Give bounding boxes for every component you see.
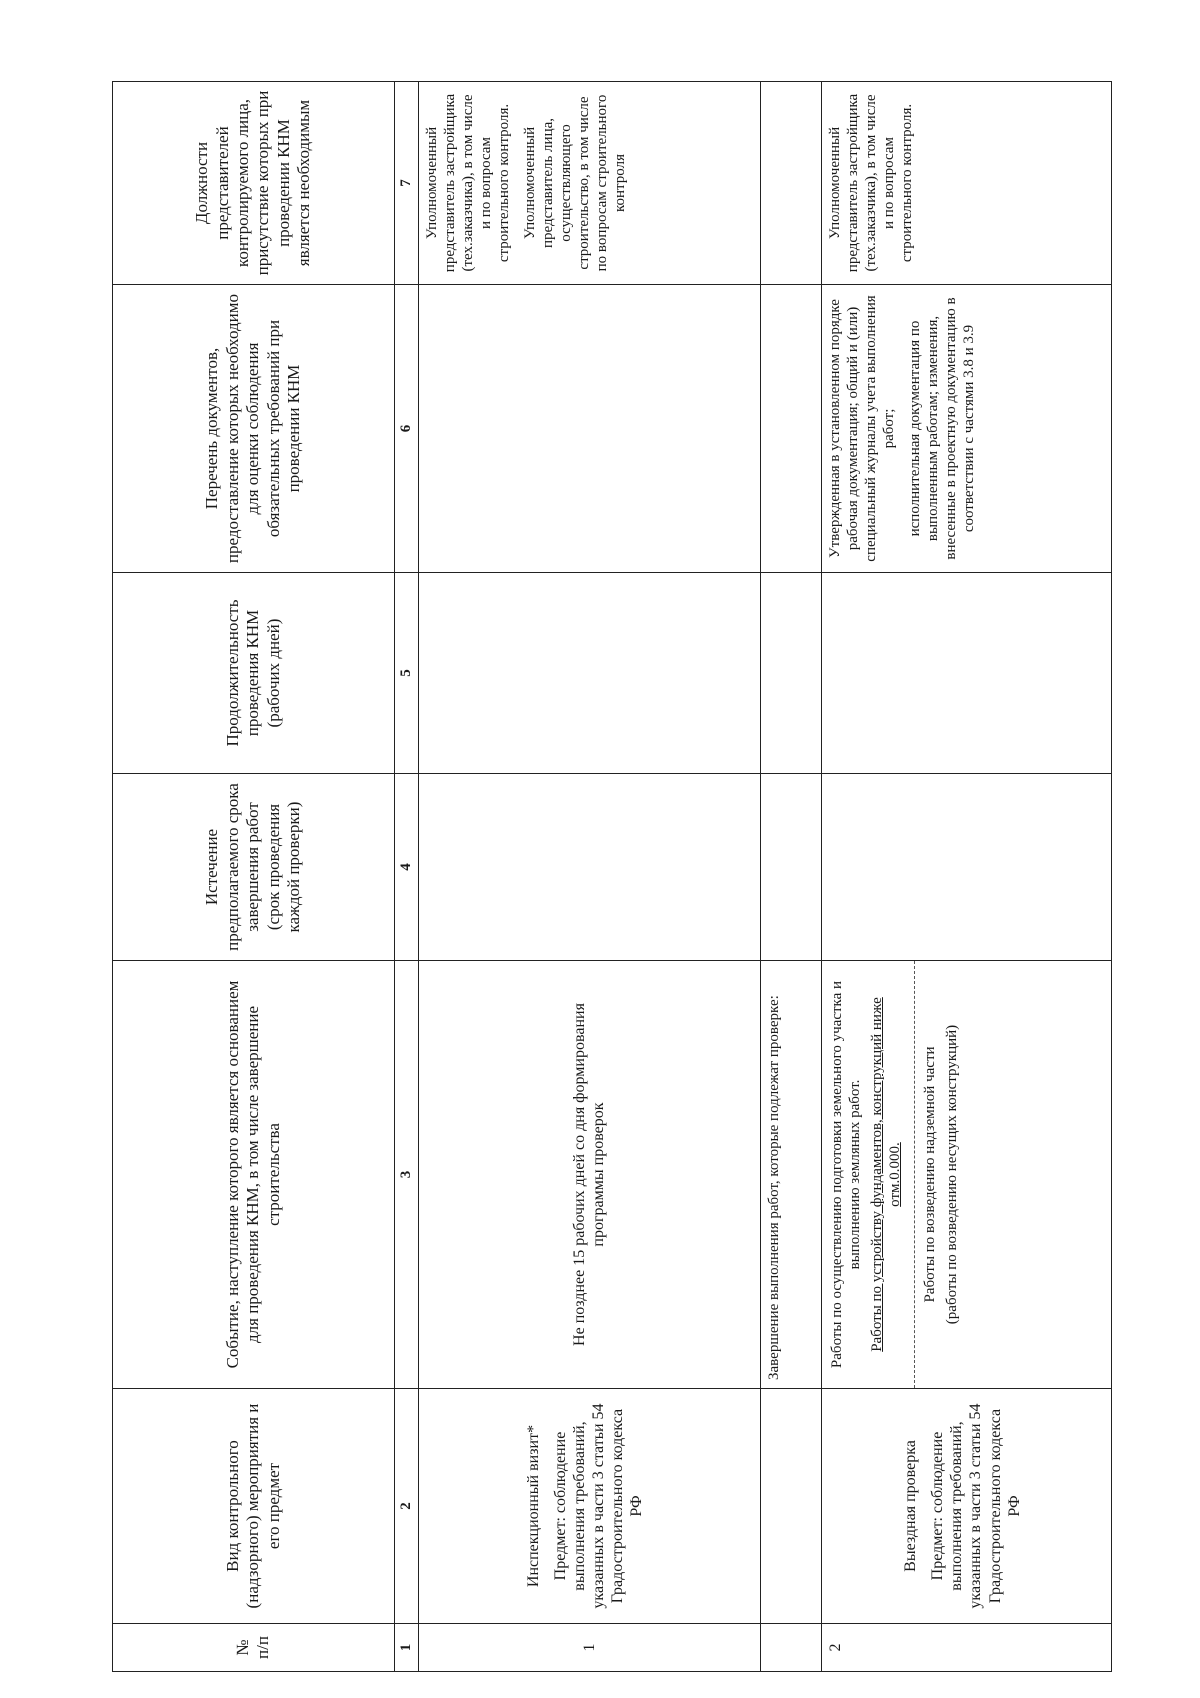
trigger-event-item: Работы по устройству фундаментов, конструкций ниже отм.0.000. [868,997,903,1352]
duration-cell [821,573,1111,774]
column-number: 1 [394,1624,418,1672]
inspection-program-table [112,81,1112,1672]
trigger-event-item: Работы по осуществлению подготовки земельного участка и выполнению земляных работ. [828,980,863,1369]
documents-cell [418,285,760,573]
column-number-row [394,82,418,1672]
representatives-cell [821,82,1111,285]
row-number: 1 [418,1624,760,1672]
event-type-cell [821,1389,1111,1624]
table-row-1 [418,82,760,1672]
deadline-cell [418,774,760,961]
documents-cell [821,285,1111,573]
representatives-cell [418,82,760,285]
header-row [113,82,395,1672]
table-row-2 [821,82,1111,1672]
trigger-event-header: Завершение выполнения работ, которые подлежат проверке: [765,995,782,1380]
trigger-event-item: Работы по возведению надземной части [921,1046,938,1303]
header-event-type: Вид контрольного (надзорного) мероприятия и его предмет [113,1389,395,1624]
column-number: 6 [394,285,418,573]
column-number: 4 [394,774,418,961]
header-representatives: Должности представителей контролируемого лица, присутствие которых при проведении КНМ является необходимым [113,82,395,285]
representative-text: Уполномоченный представитель лица, осуществляющего строительство, в том числе по вопросам строительного контроля [521,94,628,272]
event-subject: Предмет: соблюдение выполнения требований, указанных в части 3 статьи 54 Градостроительного кодекса РФ [551,1403,646,1609]
column-number: 3 [394,961,418,1389]
header-deadline: Истечение предполагаемого срока завершения работ (срок проведения каждой проверки) [113,774,395,961]
trigger-event: Не позднее 15 рабочих дней со дня формирования программы проверок [570,1003,608,1346]
deadline-cell [821,774,1111,961]
column-number: 7 [394,82,418,285]
document-text: Утвержденная в установленном порядке рабочая документация; общий и (или) специальный журналы учета выполнения работ; [826,295,897,562]
header-trigger-event: Событие, наступление которого является основанием для проведения КНМ, в том числе завершение строительства [113,961,395,1389]
representative-text: Уполномоченный представитель застройщика (тех.заказчика), в том числе и по вопросам строительного контроля. [826,93,915,273]
trigger-event-item: (работы по возведению несущих конструкций) [943,1024,960,1325]
trigger-event-header-cell [760,961,821,1389]
trigger-subitem-aboveground [915,961,971,1388]
rotated-table-page [112,82,1112,1672]
trigger-event-cell [821,961,1111,1389]
event-type-cell [418,1389,760,1624]
header-duration: Продолжительность проведения КНМ (рабочих дней) [113,573,395,774]
representative-text: Уполномоченный представитель застройщика (тех.заказчика), в том числе и по вопросам строительного контроля. [423,93,512,273]
column-number: 5 [394,573,418,774]
row-number: 2 [821,1624,1111,1672]
header-documents: Перечень документов, предоставление которых необходимо для оценки соблюдения обязательных требований при проведении КНМ [113,285,395,573]
trigger-event-cell [418,961,760,1389]
event-type: Инспекционный визит* [524,1424,542,1588]
separator-row [760,82,821,1672]
trigger-subitem-earthworks [822,961,915,1388]
event-type: Выездная проверка [901,1440,919,1572]
duration-cell [418,573,760,774]
event-subject: Предмет: соблюдение выполнения требований, указанных в части 3 статьи 54 Градостроительного кодекса РФ [929,1403,1023,1609]
document-text: исполнительная документация по выполненным работам; изменения, внесенные в проектную документацию в соответствии с частями 3.8 и 3.9 [906,297,977,560]
column-number: 2 [394,1389,418,1624]
header-number: № п/п [113,1624,395,1672]
